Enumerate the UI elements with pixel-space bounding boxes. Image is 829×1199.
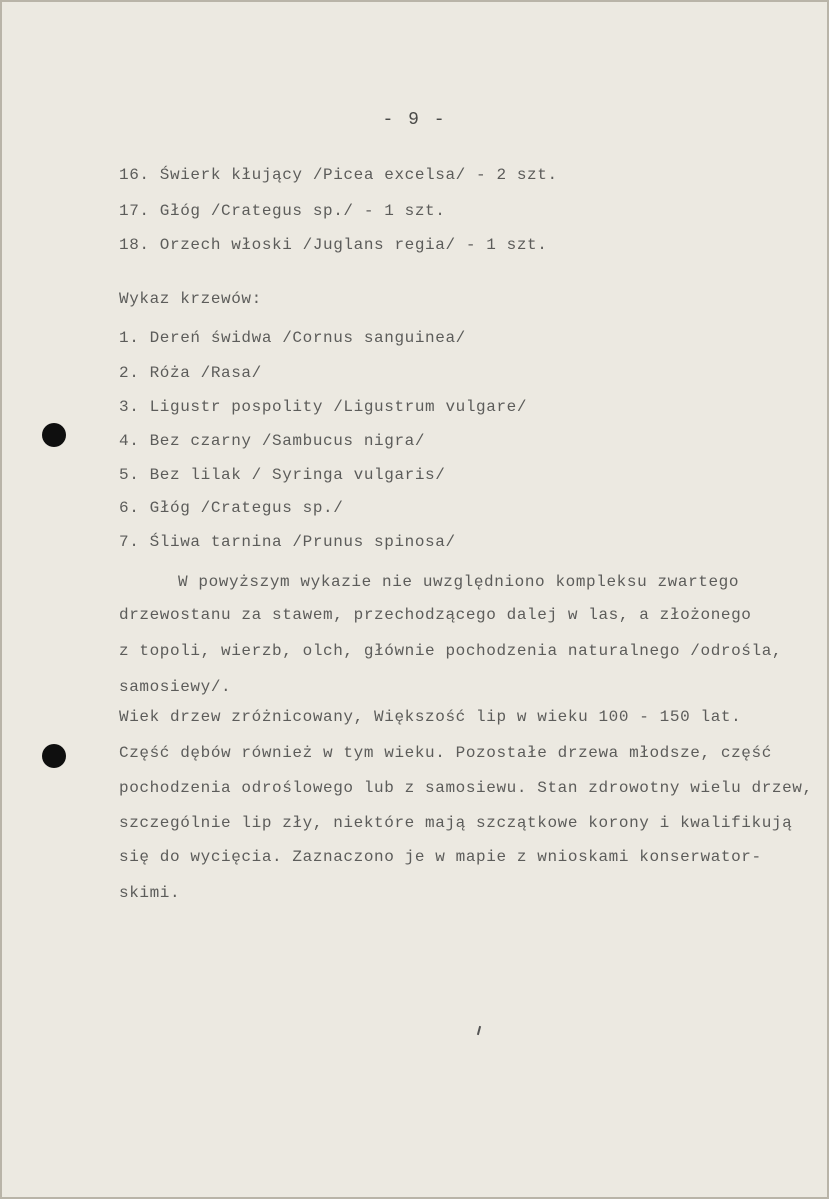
tree-item: 17. Głóg /Crategus sp./ - 1 szt.: [119, 202, 446, 220]
shrub-item: 7. Śliwa tarnina /Prunus spinosa/: [119, 533, 456, 551]
page-number: - 9 -: [382, 110, 447, 130]
tree-item: 18. Orzech włoski /Juglans regia/ - 1 szt.: [119, 236, 548, 254]
paragraph-line: samosiewy/.: [119, 678, 232, 696]
shrub-item: 1. Dereń świdwa /Cornus sanguinea/: [119, 329, 466, 347]
shrub-item: 6. Głóg /Crategus sp./: [119, 499, 344, 517]
paragraph-line: się do wycięcia. Zaznaczono je w mapie z wnioskami konserwator-: [119, 848, 762, 866]
shrub-item: 3. Ligustr pospolity /Ligustrum vulgare/: [119, 398, 528, 416]
pen-mark: [477, 1026, 481, 1035]
paragraph-line: W powyższym wykazie nie uwzględniono kompleksu zwartego: [178, 573, 740, 591]
paragraph-line: skimi.: [119, 884, 181, 902]
paragraph-line: z topoli, wierzb, olch, głównie pochodzenia naturalnego /odrośla,: [119, 642, 783, 660]
paragraph-line: Część dębów również w tym wieku. Pozostałe drzewa młodsze, część: [119, 744, 772, 762]
paragraph-line: pochodzenia odroślowego lub z samosiewu. Stan zdrowotny wielu drzew,: [119, 779, 813, 797]
shrub-item: 4. Bez czarny /Sambucus nigra/: [119, 432, 426, 450]
paragraph-line: Wiek drzew zróżnicowany, Większość lip w wieku 100 - 150 lat.: [119, 708, 742, 726]
shrub-item: 2. Róża /Rasa/: [119, 364, 262, 382]
paragraph-line: drzewostanu za stawem, przechodzącego dalej w las, a złożonego: [119, 606, 752, 624]
paragraph-line: szczególnie lip zły, niektóre mają szczątkowe korony i kwalifikują: [119, 814, 793, 832]
shrubs-heading: Wykaz krzewów:: [119, 290, 262, 308]
punch-hole-icon: [42, 744, 66, 768]
tree-item: 16. Świerk kłujący /Picea excelsa/ - 2 szt.: [119, 166, 558, 184]
punch-hole-icon: [42, 423, 66, 447]
shrub-item: 5. Bez lilak / Syringa vulgaris/: [119, 466, 446, 484]
